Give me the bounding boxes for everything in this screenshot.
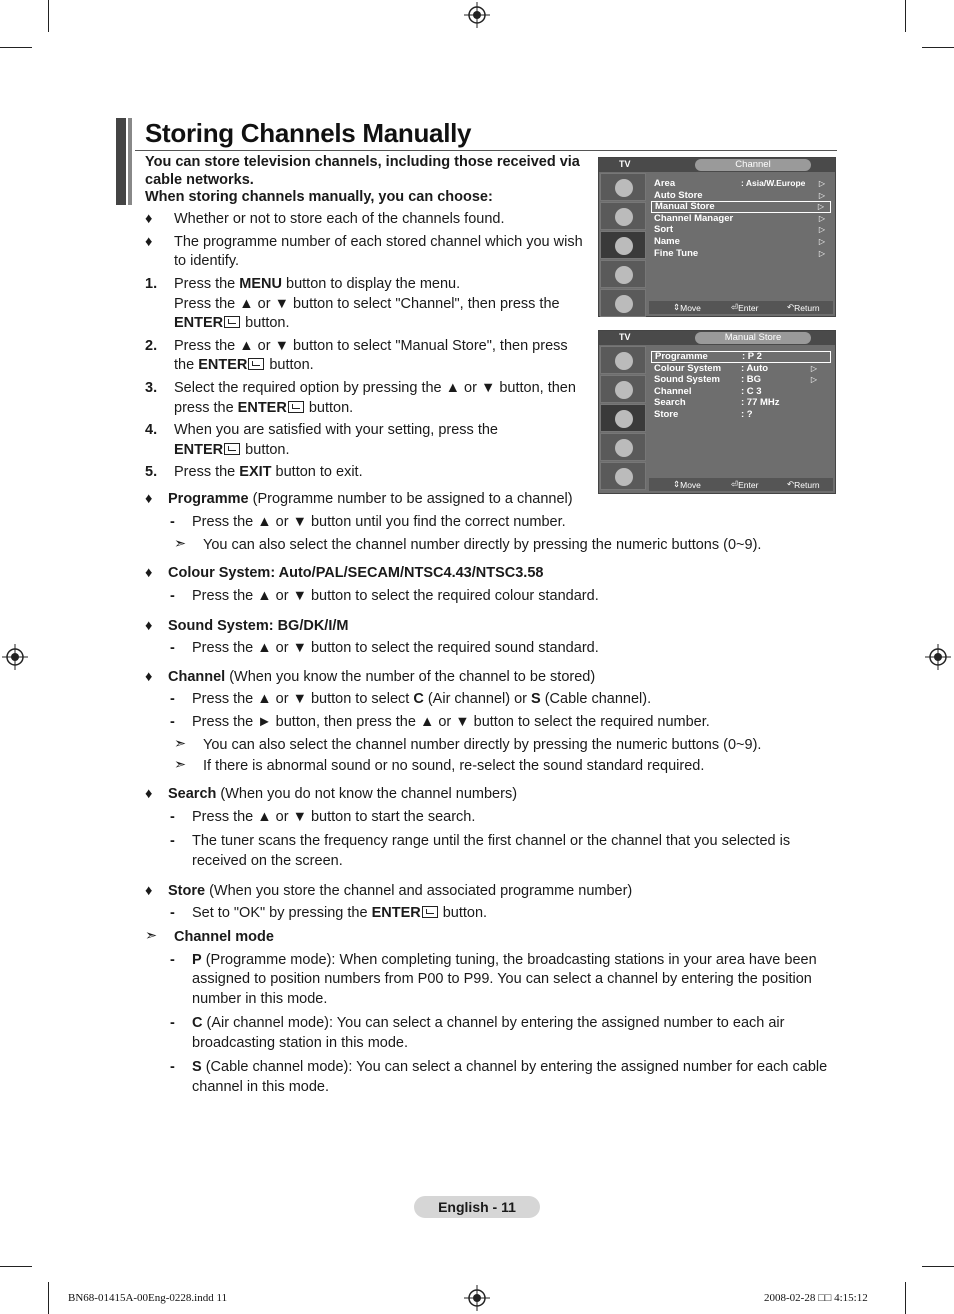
panel-header [599,158,835,172]
mode-detail: S (Cable channel mode): You can select a channel by entering the assigned number for each cable [192,1059,828,1075]
bullet-icon: ♦ [145,234,153,250]
option-detail: received on the screen. [192,853,343,869]
bullet-icon: ♦ [145,565,153,581]
dash-icon: - [170,833,175,849]
input-icon [600,289,646,317]
option-search: Search (When you do not know the channel numbers) [168,786,518,802]
menu-item-channel-manager: Channel Manager ▷ [654,212,825,224]
step-text: Press the ▲ or ▼ button to select "Channel", then press the [174,296,560,312]
bullet-icon: ♦ [145,491,153,507]
bullet-icon: ♦ [145,669,153,685]
menu-item-search: Search : 77 MHz [654,397,780,409]
step-number: 5. [145,464,158,480]
enter-icon [224,443,240,455]
menu-item-manual-store: Manual Store ▷ [651,201,831,213]
option-store: Store (When you store the channel and associated programme number) [168,883,633,899]
enter-icon [248,358,264,370]
panel-footer [649,301,833,314]
menu-item-name: Name ▷ [654,235,825,247]
choice-item: to identify. [174,253,240,269]
note-icon: ➣ [174,536,187,552]
step-text: press the ENTER button. [174,400,354,416]
crop-mark [905,0,906,32]
bullet-icon: ♦ [145,883,153,899]
bullet-icon: ♦ [145,786,153,802]
crop-mark [905,1282,906,1314]
sound-icon [600,375,646,403]
menu-item-programme: Programme : P 2 [651,351,831,363]
intro [145,154,595,207]
menu-item-colour-system: Colour System : Auto ▷ [654,362,817,374]
page-title: Storing Channels Manually [145,118,472,148]
picture-icon [600,346,646,374]
print-file-info: BN68-01415A-00Eng-0228.indd 11 [68,1292,228,1304]
menu-item-fine-tune: Fine Tune ▷ [654,247,825,259]
panel-tv-label: TV [619,159,631,169]
page-number-badge: English - 11 [414,1196,540,1218]
step-text: Press the MENU button to display the menu. [174,276,461,292]
enter-icon [224,316,240,328]
move-hint: ⇕ Move [673,479,701,490]
bullet-icon: ♦ [145,211,153,227]
menu-item-sound-system: Sound System : BG ▷ [654,374,817,386]
menu-list [651,351,831,421]
registration-mark-icon [2,644,28,670]
option-detail: Press the ► button, then press the ▲ or ▼ button to select the required number. [192,714,710,730]
intro-line: You can store television channels, including those received via [145,154,580,170]
registration-mark-icon [925,644,951,670]
bullet-icon: ♦ [145,618,153,634]
panel-header [599,331,835,345]
crop-mark [0,47,32,48]
step-text: When you are satisfied with your setting, press the [174,422,498,438]
mode-detail: number in this mode. [192,991,328,1007]
option-programme: Programme (Programme number to be assigned to a channel) [168,491,573,507]
step-text: ENTER button. [174,315,290,331]
return-hint: ↶ Return [787,479,820,490]
dash-icon: - [170,905,175,921]
dash-icon: - [170,514,175,530]
dash-icon: - [170,809,175,825]
option-detail: Set to "OK" by pressing the ENTER button. [192,905,488,921]
step-text: Select the required option by pressing the ▲ or ▼ button, then [174,380,576,396]
option-note: You can also select the channel number directly by pressing the numeric buttons (0~9). [203,737,762,753]
mode-detail: C (Air channel mode): You can select a channel by entering the assigned number to each air [192,1015,785,1031]
choice-item: The programme number of each stored channel which you wish [174,234,583,250]
channel-icon [600,404,646,432]
option-colour-system: Colour System: Auto/PAL/SECAM/NTSC4.43/NTSC3.58 [168,565,544,581]
print-date-info: 2008-02-28 □□ 4:15:12 [764,1292,868,1304]
option-detail: Press the ▲ or ▼ button until you find the correct number. [192,514,566,530]
option-channel: Channel (When you know the number of the channel to be stored) [168,669,596,685]
dash-icon: - [170,588,175,604]
step-text: Press the EXIT button to exit. [174,464,363,480]
channel-menu-panel [598,157,836,317]
dash-icon: - [170,952,175,968]
intro-line: When storing channels manually, you can choose: [145,189,493,205]
dash-icon: - [170,691,175,707]
setup-icon [600,433,646,461]
crop-mark [48,1282,49,1314]
step-text: the ENTER button. [174,357,314,373]
mode-detail: assigned to position numbers from P00 to P99. You can select a channel by entering the position [192,971,812,987]
move-hint: ⇕ Move [673,302,701,313]
option-note: You can also select the channel number directly by pressing the numeric buttons (0~9). [203,537,762,553]
step-text: ENTER button. [174,442,290,458]
manual-store-panel [598,330,836,494]
title-accent-bar [128,118,132,205]
option-detail: Press the ▲ or ▼ button to select C (Air channel) or S (Cable channel). [192,691,652,707]
dash-icon: - [170,1059,175,1075]
title-accent-bar [116,118,126,205]
note-icon: ➣ [145,928,158,944]
crop-mark [48,0,49,32]
input-icon [600,462,646,490]
step-number: 3. [145,380,158,396]
step-number: 2. [145,338,158,354]
mode-detail: broadcasting station in this mode. [192,1035,409,1051]
crop-mark [922,1266,954,1267]
crop-mark [0,1266,32,1267]
dash-icon: - [170,714,175,730]
channel-icon [600,231,646,259]
option-detail: Press the ▲ or ▼ button to select the required colour standard. [192,588,599,604]
channel-mode-heading: Channel mode [174,929,274,945]
enter-hint: ⏎ Enter [731,302,759,313]
menu-icon-column [600,172,648,318]
dash-icon: - [170,640,175,656]
return-hint: ↶ Return [787,302,820,313]
sound-icon [600,202,646,230]
note-icon: ➣ [174,736,187,752]
panel-tab-channel: Channel [695,159,811,171]
menu-item-channel: Channel : C 3 [654,385,762,397]
intro-line: cable networks. [145,171,254,188]
step-number: 1. [145,276,158,292]
step-text: Press the ▲ or ▼ button to select "Manual Store", then press [174,338,568,354]
note-icon: ➣ [174,757,187,773]
crop-mark [922,47,954,48]
mode-detail: channel in this mode. [192,1079,330,1095]
menu-icon-column [600,345,648,491]
option-note: If there is abnormal sound or no sound, re-select the sound standard required. [203,758,705,774]
option-detail: The tuner scans the frequency range until the first channel or the channel that you selected is [192,833,791,849]
panel-footer [649,478,833,491]
enter-hint: ⏎ Enter [731,479,759,490]
mode-detail: P (Programme mode): When completing tuning, the broadcasting stations in your area have been [192,952,817,968]
registration-mark-icon [464,1285,490,1311]
setup-icon [600,260,646,288]
menu-item-sort: Sort ▷ [654,224,825,236]
title-rule [135,150,837,151]
registration-mark-icon [464,2,490,28]
choice-item: Whether or not to store each of the channels found. [174,211,505,227]
menu-item-area: Area : Asia/W.Europe ▷ [654,178,825,189]
option-detail: Press the ▲ or ▼ button to start the search. [192,809,476,825]
menu-item-store: Store : ? [654,408,753,420]
enter-icon [422,906,438,918]
enter-icon [288,401,304,413]
dash-icon: - [170,1015,175,1031]
menu-item-auto-store: Auto Store ▷ [654,189,825,201]
panel-tab-manual-store: Manual Store [695,332,811,344]
option-detail: Press the ▲ or ▼ button to select the required sound standard. [192,640,599,656]
option-sound-system: Sound System: BG/DK/I/M [168,618,349,634]
menu-list [651,178,831,259]
panel-tv-label: TV [619,332,631,342]
picture-icon [600,173,646,201]
step-number: 4. [145,422,158,438]
